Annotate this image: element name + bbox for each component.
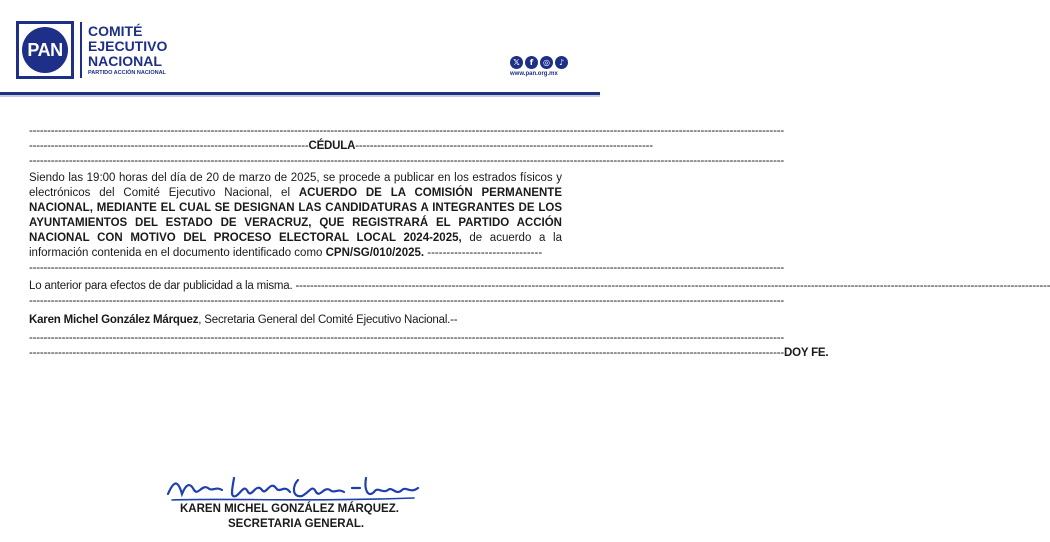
document-title: CÉDULA: [308, 140, 356, 152]
pan-logo: [16, 21, 74, 79]
closing-dashes: [29, 346, 784, 361]
signature-role: SECRETARIA GENERAL.: [228, 518, 365, 530]
publicity-text: Lo anterior para efectos de dar publicidad a la misma.: [29, 280, 296, 292]
dash-line: [29, 331, 562, 346]
tiktok-icon[interactable]: ♪: [555, 56, 568, 69]
publicity-line: [29, 279, 562, 294]
x-icon[interactable]: 𝕏: [510, 56, 523, 69]
facebook-icon[interactable]: f: [525, 56, 538, 69]
paragraph-tail: ------------------------------: [424, 247, 543, 259]
header-band-light: [0, 95, 600, 97]
dash-line: [29, 261, 562, 276]
org-line-1: COMITÉ: [88, 23, 143, 39]
paragraph-agreement: ACUERDO DE LA COMISIÓN PERMANENTE NACIONAL, MEDIANTE EL CUAL SE DESIGNAN LAS CANDIDATURAS A INTEGRANTES DE LOS AYUNTAMIENTOS DEL ESTADO DE VERACRUZ, QUE REGISTRARÁ EL PARTIDO ACCIÓN NACIONAL CON MOTIVO DEL PROCESO ELECTORAL LOCAL 2024-2025,: [29, 187, 562, 244]
organization-subtitle: PARTIDO ACCIÓN NACIONAL: [88, 70, 166, 76]
closing-text: DOY FE.: [783, 347, 829, 359]
signer-line: [29, 313, 562, 328]
signer-name: Karen Michel González Márquez: [29, 314, 199, 326]
dash-line: [29, 294, 562, 309]
paragraph-document-id: CPN/SG/010/2025.: [325, 247, 425, 259]
dash-line: [29, 154, 562, 169]
closing-line: [29, 346, 829, 361]
pan-logo-circle: [22, 27, 68, 73]
instagram-icon[interactable]: ◎: [540, 56, 553, 69]
main-paragraph: [29, 171, 562, 261]
letterhead: [0, 0, 600, 96]
org-line-2: EJECUTIVO: [88, 38, 168, 54]
website-link[interactable]: www.pan.org.mx: [510, 71, 558, 77]
handwritten-signature: [164, 470, 424, 506]
social-icons: [510, 56, 568, 69]
paragraph-part-1: Siendo las 19:00 horas del día de 20 de marzo de 2025, se procede a publicar en los estrados físicos y electrónicos del Comité Ejecutivo Nacional, el: [29, 172, 562, 199]
dash-line: [29, 124, 562, 139]
paragraph-part-2: de acuerdo a la información contenida en el documento identificado como: [29, 232, 562, 259]
org-line-3: NACIONAL: [88, 53, 162, 69]
title-line: -----------------------------------------------------------------------------CÉDULA----------------------------------------------------------------------------------: [29, 140, 653, 152]
logo-divider: [80, 22, 82, 78]
signature-name: KAREN MICHEL GONZÁLEZ MÁRQUEZ.: [180, 503, 399, 515]
document-body: [29, 124, 829, 361]
pan-logo-text: PAN: [27, 39, 63, 60]
publicity-dashes: [295, 280, 1050, 292]
organization-name: [88, 24, 167, 69]
signer-role: , Secretaria General del Comité Ejecutivo Nacional.--: [198, 314, 458, 326]
